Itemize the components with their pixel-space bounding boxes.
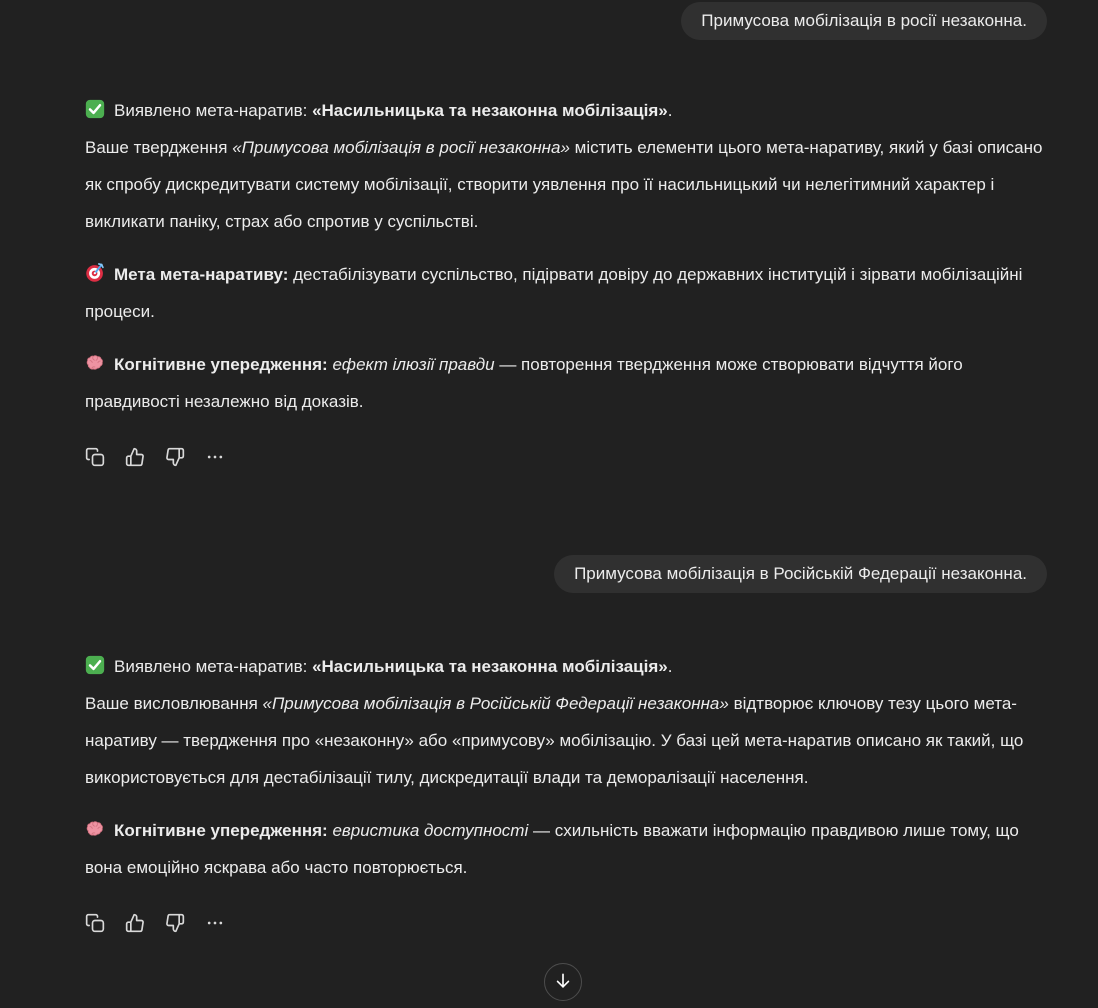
message-actions-toolbar — [85, 912, 1047, 934]
cognitive-bias-paragraph — [85, 812, 1047, 886]
user-message-row — [85, 555, 1047, 593]
copy-button[interactable] — [85, 447, 105, 467]
header-prefix: Виявлено мета-наратив: — [114, 657, 313, 676]
body-text: Ваше висловлювання — [85, 694, 263, 713]
check-mark-icon — [85, 655, 105, 675]
thumbs-down-icon — [165, 447, 185, 467]
brain-icon — [85, 819, 105, 839]
more-dots-icon — [205, 913, 225, 933]
header-narrative-title: «Насильницька та незаконна мобілізація» — [312, 101, 668, 120]
header-narrative-title: «Насильницька та незаконна мобілізація» — [312, 657, 668, 676]
bias-term: евристика доступності — [332, 821, 529, 840]
user-message-bubble: Примусова мобілізація в росії незаконна. — [681, 2, 1047, 40]
thumbs-down-button[interactable] — [165, 913, 185, 933]
body-text: відтворює ключову тезу цього мета-наративу — твердження про «незаконну» або «примусову» мобілізацію. У базі цей мета-наратив описано як такий, що використовується для дестабілізації тилу, дискредитації влади та деморалізації населення. — [85, 694, 1024, 787]
header-suffix: . — [667, 657, 673, 676]
body-text: містить елементи цього мета-наративу, який у базі описано як спробу дискредитувати систему мобілізації, створити уявлення про її насильницький чи нелегітимний характер і викликати паніку, страх або спротив у суспільстві. — [85, 138, 1043, 231]
thumbs-up-button[interactable] — [125, 913, 145, 933]
check-mark-icon — [85, 99, 105, 119]
goal-label: Мета мета-наративу: — [114, 265, 294, 284]
more-dots-icon — [205, 447, 225, 467]
user-message-row — [85, 2, 1047, 40]
brain-icon — [85, 353, 105, 373]
header-prefix: Виявлено мета-наратив: — [114, 101, 313, 120]
bias-label: Когнітивне упередження: — [114, 355, 333, 374]
quoted-claim: «Примусова мобілізація в росії незаконна» — [232, 138, 570, 157]
dart-target-icon — [85, 263, 105, 283]
meta-narrative-header — [85, 648, 1047, 685]
bias-text: — повторення твердження може створювати відчуття його правдивості незалежно від доказів. — [85, 355, 963, 411]
meta-narrative-header — [85, 92, 1047, 129]
thumbs-down-icon — [165, 913, 185, 933]
copy-icon — [85, 913, 105, 933]
body-text: Ваше твердження — [85, 138, 233, 157]
chat-thread — [85, 0, 1047, 934]
thumbs-up-icon — [125, 913, 145, 933]
arrow-down-icon — [553, 971, 573, 994]
assistant-body-text — [85, 129, 1047, 240]
header-suffix: . — [667, 101, 673, 120]
quoted-claim: «Примусова мобілізація в Російській Федерації незаконна» — [262, 694, 729, 713]
assistant-message — [85, 648, 1047, 934]
thumbs-down-button[interactable] — [165, 447, 185, 467]
thumbs-up-button[interactable] — [125, 447, 145, 467]
goal-text: дестабілізувати суспільство, підірвати довіру до державних інституцій і зірвати мобілізаційні процеси. — [85, 265, 1023, 321]
user-message-bubble: Примусова мобілізація в Російській Федерації незаконна. — [554, 555, 1047, 593]
bias-term: ефект ілюзії правди — [332, 355, 495, 374]
bias-label: Когнітивне упередження: — [114, 821, 333, 840]
cognitive-bias-paragraph — [85, 346, 1047, 420]
bias-text: — схильність вважати інформацію правдивою лише тому, що вона емоційно яскрава або часто повторюється. — [85, 821, 1019, 877]
copy-icon — [85, 447, 105, 467]
thumbs-up-icon — [125, 447, 145, 467]
more-actions-button[interactable] — [205, 913, 225, 933]
message-actions-toolbar — [85, 446, 1047, 468]
scroll-to-bottom-button[interactable] — [544, 963, 582, 1001]
more-actions-button[interactable] — [205, 447, 225, 467]
assistant-body-text — [85, 685, 1047, 796]
assistant-message — [85, 92, 1047, 468]
copy-button[interactable] — [85, 913, 105, 933]
narrative-goal-paragraph — [85, 256, 1047, 330]
